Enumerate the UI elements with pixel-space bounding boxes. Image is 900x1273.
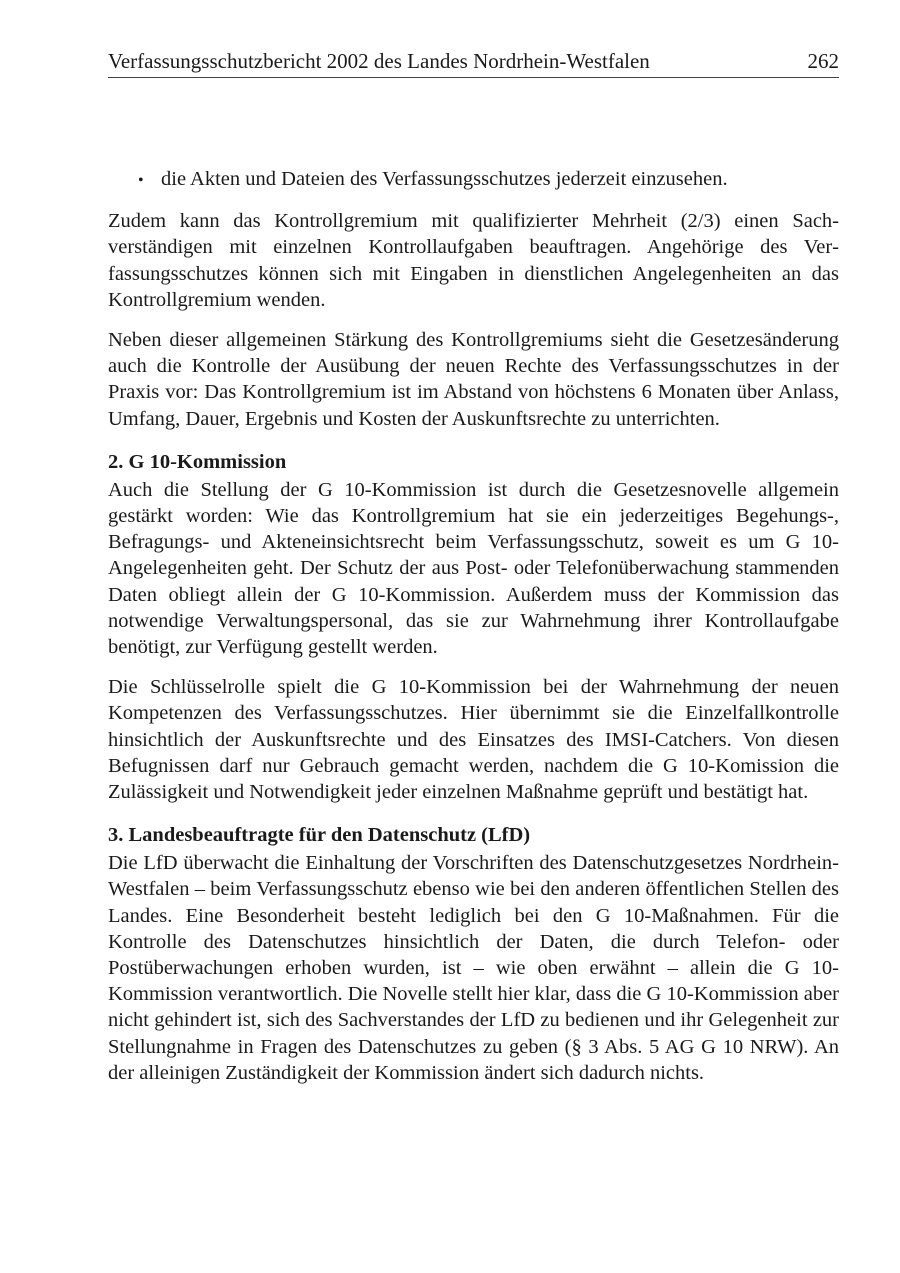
document-body bbox=[108, 166, 839, 1086]
paragraph: Neben dieser allgemeinen Stärkung des Kontrollgremiums sieht die Gesetzesänderung auch die Kontrolle der Ausübung der neuen Rechte des Verfassungsschutzes in der Praxis vor: Das Kontrollgremium ist im Abstand von höchstens 6 Monaten über Anlass, Umfang, Dauer, Ergebnis und Kosten der Auskunftsrechte zu unterrichten. bbox=[108, 329, 839, 430]
paragraph: Auch die Stellung der G 10-Kommission ist durch die Gesetzesnovelle allgemein gestärkt worden: Wie das Kontrollgremium hat sie ein jederzeitiges Begehungs-, Befragungs- und Akteneinsichtsrecht beim Verfassungsschutz, soweit es um G 10-Angelegenheiten geht. Der Schutz der aus Post- oder Telefonüberwachung stammenden Daten obliegt allein der G 10-Kommission. Außerdem muss der Kommission das notwendige Verwaltungspersonal, das sie zur Wahrnehmung ihrer Kontrollaufgabe benötigt, zur Verfügung gestellt werden. bbox=[108, 478, 839, 659]
section-heading: 2. G 10-Kommission bbox=[108, 450, 287, 473]
page-number: 262 bbox=[807, 49, 839, 73]
list-item bbox=[108, 166, 839, 194]
running-header bbox=[108, 46, 839, 78]
bullet-list bbox=[108, 166, 839, 194]
header-title: Verfassungsschutzbericht 2002 des Landes Nordrhein-Westfalen bbox=[108, 49, 650, 73]
paragraph: Zudem kann das Kontrollgremium mit qualifizierter Mehrheit (2/3) einen Sachverständigen mit einzelnen Kontrollaufgaben beauftragen. Angehörige des Verfassungsschutzes können sich mit Eingaben in dienstlichen Angelegenheiten an das Kontrollgremium wenden. bbox=[108, 210, 839, 311]
paragraph: Die LfD überwacht die Einhaltung der Vorschriften des Datenschutzgesetzes Nordrhein-Westfalen – beim Verfassungsschutz ebenso wie bei den anderen öffentlichen Stellen des Landes. Eine Besonderheit besteht lediglich bei den G 10-Maßnahmen. Für die Kontrolle des Datenschutzes hinsichtlich der Daten, die durch Telefon- oder Postüberwachungen erhoben wurden, ist – wie oben erwähnt – allein die G 10-Kommission verantwortlich. Die Novelle stellt hier klar, dass die G 10-Kommission aber nicht gehindert ist, sich des Sachverstandes der LfD zu bedienen und ihr Gelegenheit zur Stellungnahme in Fragen des Datenschutzes zu geben (§ 3 Abs. 5 AG G 10 NRW). An der alleinigen Zuständigkeit der Kommission ändert sich dadurch nichts. bbox=[108, 852, 839, 1084]
paragraph: Die Schlüsselrolle spielt die G 10-Kommission bei der Wahrnehmung der neuen Kompetenzen des Verfassungsschutzes. Hier übernimmt sie die Einzelfallkontrolle hinsichtlich der Auskunftsrechte und des Einsatzes des IMSI-Catchers. Von diesen Befugnissen darf nur Gebrauch gemacht werden, nachdem die G 10-Komission die Zulässigkeit und Notwendigkeit jeder einzelnen Maßnahme geprüft und bestätigt hat. bbox=[108, 676, 839, 804]
section-heading: 3. Landesbeauftragte für den Datenschutz (LfD) bbox=[108, 824, 531, 847]
bullet-text: die Akten und Dateien des Verfassungsschutzes jederzeit einzusehen. bbox=[161, 168, 728, 190]
document-page bbox=[108, 46, 839, 1100]
bullet-icon: • bbox=[138, 172, 144, 189]
